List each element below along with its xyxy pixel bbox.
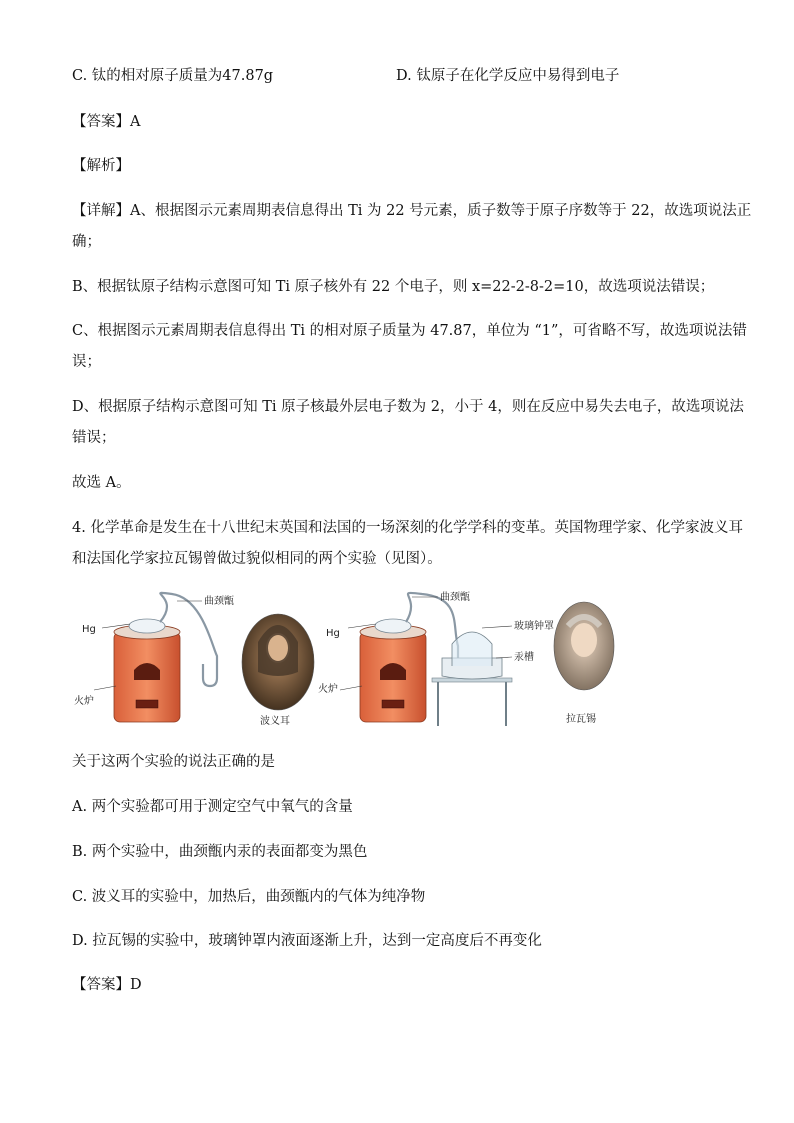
boyle-portrait [242, 614, 314, 727]
question4-option-d: D. 拉瓦锡的实验中，玻璃钟罩内液面逐渐上升，达到一定高度后不再变化 [72, 933, 542, 949]
trough-label: 汞槽 [514, 652, 534, 663]
explanation-d-line1: D、根据原子结构示意图可知 Ti 原子核最外层电子数为 2，小于 4，则在反应中易失去电子，故选项说法 [72, 399, 744, 415]
boyle-apparatus [74, 593, 234, 722]
experiment-figure [72, 586, 632, 736]
explanation-c-line2: 误； [72, 354, 101, 370]
bell-jar [452, 632, 492, 666]
explanation-a-line2: 确； [72, 234, 101, 250]
right-retort-label: 曲颈甑 [440, 592, 470, 603]
question4-option-c: C. 波义耳的实验中，加热后，曲颈甑内的气体为纯净物 [72, 889, 426, 905]
left-furnace-label: 火炉 [74, 696, 94, 707]
boyle-name: 波义耳 [260, 716, 290, 727]
right-furnace-label: 火炉 [318, 684, 338, 695]
option-d-prev: D. 钛原子在化学反应中易得到电子 [396, 68, 620, 84]
explanation-conclusion: 故选 A。 [72, 475, 131, 491]
question4-option-a: A. 两个实验都可用于测定空气中氧气的含量 [72, 799, 353, 815]
bell-jar-label: 玻璃钟罩 [514, 621, 554, 632]
lavoisier-apparatus [318, 590, 554, 726]
right-hg-label: Hg [326, 628, 340, 639]
left-retort-label: 曲颈甑 [204, 596, 234, 607]
question4-option-b: B. 两个实验中，曲颈甑内汞的表面都变为黑色 [72, 844, 368, 860]
question4-line2: 和法国化学家拉瓦锡曾做过貌似相同的两个实验（见图）。 [72, 551, 442, 567]
explanation-c-line1: C、根据图示元素周期表信息得出 Ti 的相对原子质量为 47.87，单位为 “1”，可省略不写，故选项说法错 [72, 323, 747, 339]
answer-label: 【答案】A [72, 114, 141, 130]
lavoisier-portrait [554, 602, 614, 725]
explanation-d-line2: 错误； [72, 430, 116, 446]
question4-answer: 【答案】D [72, 977, 142, 993]
explanation-a-line1: 【详解】A、根据图示元素周期表信息得出 Ti 为 22 号元素，质子数等于原子序数等于 22，故选项说法正 [72, 203, 752, 219]
question4-prompt: 关于这两个实验的说法正确的是 [72, 754, 275, 770]
left-hg-label: Hg [82, 624, 96, 635]
question4-line1: 4. 化学革命是发生在十八世纪末英国和法国的一场深刻的化学学科的变革。英国物理学家、化学家波义耳 [72, 520, 743, 536]
option-c-prev: C. 钛的相对原子质量为47.87g [72, 68, 274, 84]
lavoisier-name: 拉瓦锡 [566, 714, 596, 725]
analysis-label: 【解析】 [72, 158, 130, 174]
explanation-b-line1: B、根据钛原子结构示意图可知 Ti 原子核外有 22 个电子，则 x=22-2-8-2=10，故选项说法错误； [72, 279, 715, 295]
